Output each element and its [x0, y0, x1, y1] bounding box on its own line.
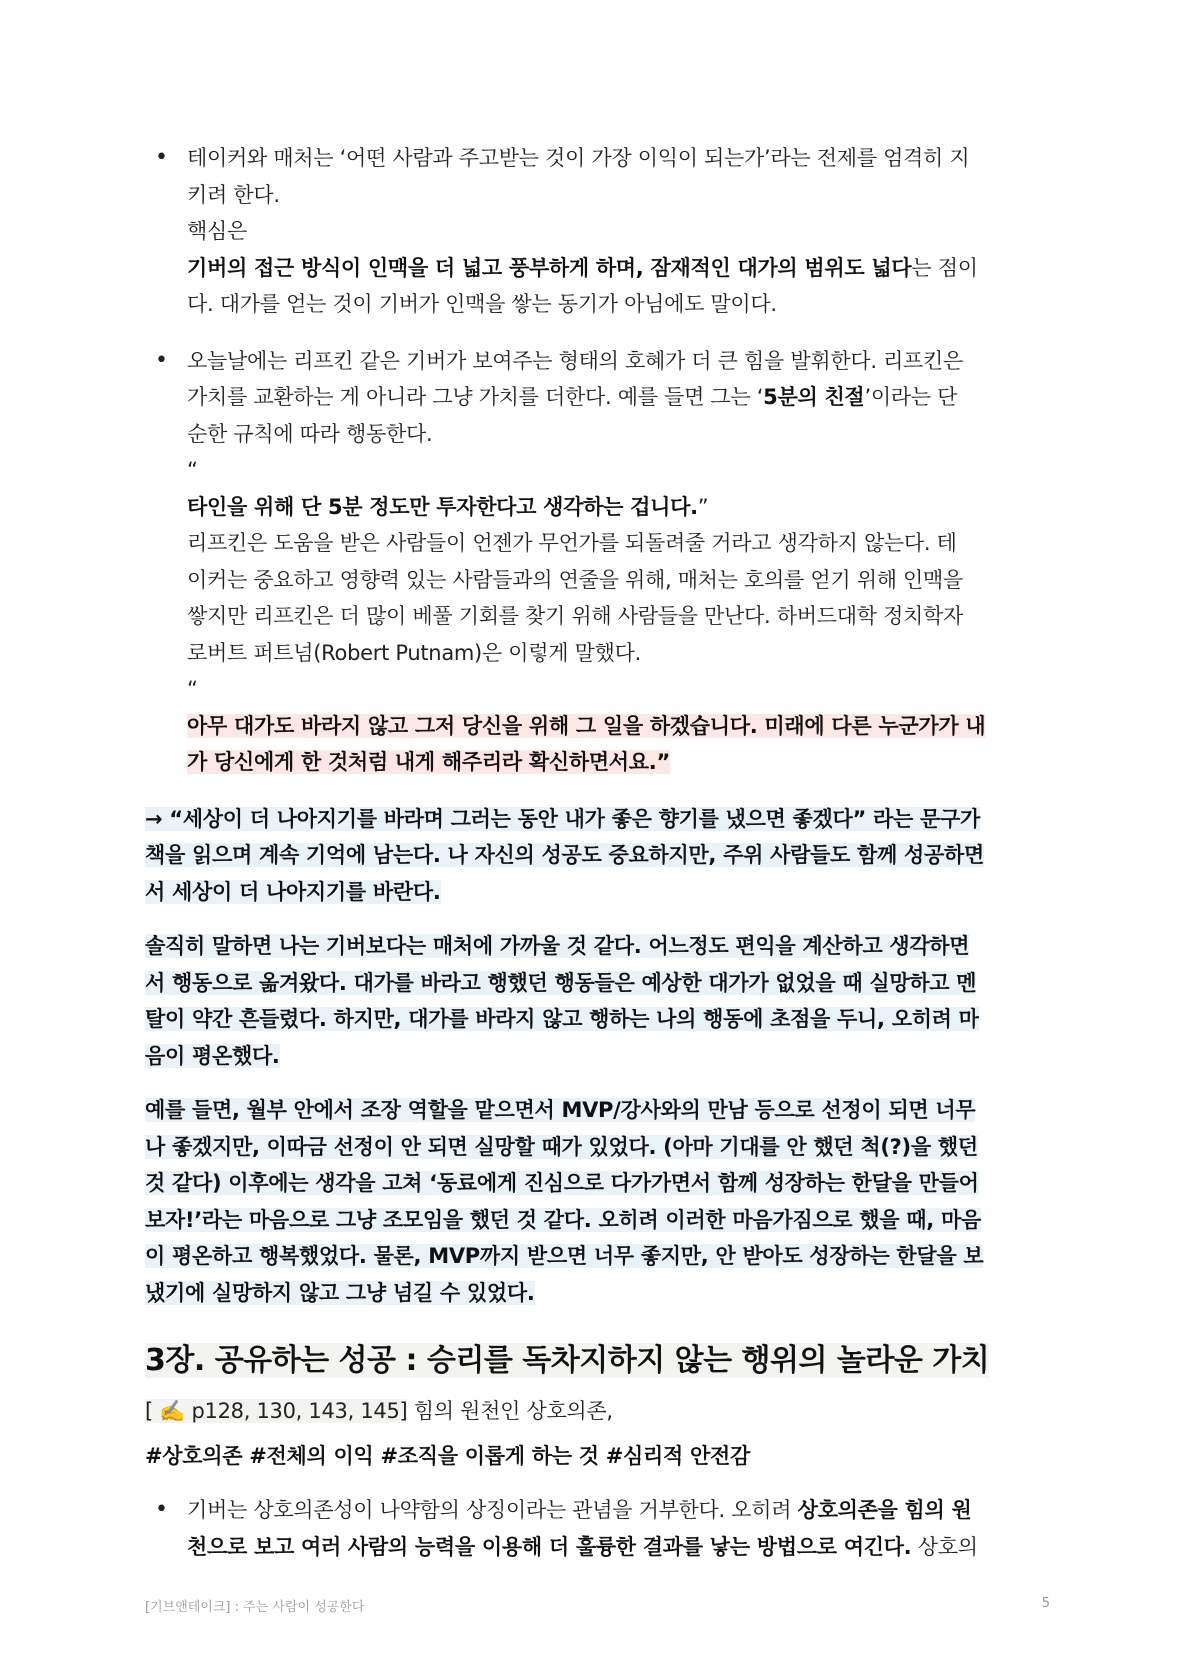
- text-line: 리프킨은 도움을 받은 사람들이 언젠가 무언가를 되돌려줄 거라고 생각하지 않는다. 테: [187, 531, 957, 555]
- footer-page-number: 5: [1041, 1596, 1050, 1611]
- highlighted-text: 서 행동으로 옮겨왔다. 대가를 바라고 행했던 행동들은 예상한 대가가 없었을 때 실망하고 멘: [145, 970, 977, 995]
- text-line: [145, 1129, 1040, 1166]
- bold-text: 5분의 친절: [763, 385, 865, 409]
- text-line: [145, 874, 1040, 911]
- text-line: [145, 1038, 1040, 1075]
- text-line: 키려 한다.: [187, 182, 280, 207]
- text-line: 로버트 퍼트넘(Robert Putnam)은 이렇게 말했다.: [187, 640, 641, 665]
- bold-text: 기버의 접근 방식이 인맥을 더 넓고 풍부하게 하며, 잠재적인 대가의 범위도 넓다: [187, 255, 912, 280]
- bullet-item: [145, 140, 1040, 323]
- highlighted-text: 냈기에 실망하지 않고 그냥 넘길 수 있었다.: [145, 1280, 535, 1305]
- quote-line: [187, 489, 1040, 526]
- text-line: [145, 1202, 1040, 1239]
- text-line: [187, 1529, 1040, 1566]
- text-line: 순한 규칙에 따라 행동한다.: [187, 421, 433, 446]
- quote-line: [187, 708, 1040, 745]
- quote-close-mark: ”: [697, 494, 709, 519]
- quote-open-mark: “: [187, 677, 198, 701]
- text-line: 이커는 중요하고 영향력 있는 사람들과의 연줄을 위해, 매처는 호의를 얻기 위해 인맥을: [187, 567, 964, 592]
- bold-text: 상호의존을 힘의 원: [797, 1498, 972, 1522]
- bullet-item: [145, 343, 1040, 781]
- quote-line: [187, 744, 1040, 781]
- text-line: [145, 1001, 1040, 1038]
- heading-text: 3장. 공유하는 성공 : 승리를 독차지하지 않는 행위의 놀라운 가치: [145, 1343, 990, 1378]
- chapter-heading: [145, 1339, 1040, 1383]
- text-line: • 오늘날에는 리프킨 같은 기버가 보여주는 형태의 호혜가 더 큰 힘을 발휘한다. 리프킨은: [187, 348, 964, 373]
- text-line: [187, 379, 1040, 416]
- highlighted-text: → “세상이 더 나아지기를 바라며 그러는 동안 내가 좋은 향기를 냈으면 좋겠다” 라는 문구가: [145, 806, 980, 831]
- highlighted-text: 이 평온하고 행복했었다. 물론, MVP까지 받으면 너무 좋지만, 안 받아도 성장하는 한달을 보: [145, 1244, 984, 1268]
- text-line: [145, 1238, 1040, 1275]
- quote-open-mark: “: [187, 458, 198, 482]
- highlighted-text: 보자!’라는 마음으로 그냥 조모임을 했던 것 같다. 오히려 이러한 마음가짐으로 했을 때, 마음: [145, 1207, 981, 1232]
- text-line: 핵심은: [187, 219, 247, 243]
- highlighted-text: 나 좋겠지만, 이따금 선정이 안 되면 실망할 때가 있었다. (아마 기대를 안 했던 척(?)을 했던: [145, 1134, 978, 1159]
- highlighted-quote: 아무 대가도 바라지 않고 그저 당신을 위해 그 일을 하겠습니다. 미래에 다른 누군가가 내: [187, 713, 986, 738]
- highlighted-text: 탈이 약간 흔들렸다. 하지만, 대가를 바라지 않고 행하는 나의 행동에 초점을 두니, 오히려 마: [145, 1007, 979, 1031]
- text-line: 쌓지만 리프킨은 더 많이 베풀 기회를 찾기 위해 사람들을 만난다. 하버드대학 정치학자: [187, 604, 964, 628]
- reflection-paragraph: [145, 928, 1040, 1074]
- highlighted-text: 음이 평온했다.: [145, 1043, 280, 1068]
- text-span: ’이라는 단: [864, 385, 958, 409]
- highlighted-text: 예를 들면, 월부 안에서 조장 역할을 맡으면서 MVP/강사와의 만남 등으로 선정이 되면 너무: [145, 1098, 976, 1122]
- highlighted-text: 책을 읽으며 계속 기억에 남는다. 나 자신의 성공도 중요하지만, 주위 사람들도 함께 성공하면: [145, 843, 984, 867]
- text-line: [145, 1092, 1040, 1129]
- page-reference-box: [ ✍️ p128, 130, 143, 145]: [145, 1399, 408, 1423]
- text-line: 다. 대가를 얻는 것이 기버가 인맥을 쌓는 동기가 아님에도 말이다.: [187, 292, 777, 316]
- highlighted-quote: 가 당신에게 한 것처럼 내게 해주리라 확신하면서요.: [187, 750, 657, 774]
- quote-close-mark: ”: [656, 750, 670, 774]
- text-line: • 테이커와 매처는 ‘어떤 사람과 주고받는 것이 가장 이익이 되는가’라는 전제를 엄격히 지: [187, 146, 970, 170]
- text-span: 는 점이: [911, 255, 978, 280]
- footer-document-title: [기브앤테이크] : 주는 사람이 성공한다: [145, 1600, 365, 1615]
- highlighted-text: 서 세상이 더 나아지기를 바란다.: [145, 879, 441, 904]
- text-line: [145, 965, 1040, 1002]
- text-span: 상호의: [911, 1534, 978, 1559]
- bullet-item: [145, 1492, 1040, 1565]
- bold-text: 타인을 위해 단 5분 정도만 투자한다고 생각하는 겁니다.: [187, 494, 698, 519]
- text-span: 가치를 교환하는 게 아니라 그냥 가치를 더한다. 예를 들면 그는 ‘: [187, 385, 764, 409]
- text-line: [145, 928, 1040, 965]
- reflection-paragraph: [145, 1092, 1040, 1311]
- text-span: 기버는 상호의존성이 나약함의 상징이라는 관념을 거부한다. 오히려: [187, 1498, 798, 1522]
- page-reference-tail: 힘의 원천인 상호의존,: [407, 1399, 613, 1423]
- highlighted-text: 것 같다) 이후에는 생각을 고쳐 ‘동료에게 진심으로 다가가면서 함께 성장하는 한달을 만들어: [145, 1171, 979, 1195]
- text-line: [145, 801, 1040, 838]
- page-content: [145, 140, 1040, 1585]
- text-line: [187, 1492, 1040, 1529]
- page-references: [145, 1393, 1040, 1430]
- bold-text: 천으로 보고 여러 사람의 능력을 이용해 더 훌륭한 결과를 낳는 방법으로 여긴다.: [187, 1534, 912, 1559]
- reflection-paragraph: [145, 801, 1040, 911]
- highlighted-text: 솔직히 말하면 나는 기버보다는 매처에 가까울 것 같다. 어느정도 편익을 계산하고 생각하면: [145, 934, 970, 958]
- text-line: [145, 837, 1040, 874]
- text-line: [145, 1165, 1040, 1202]
- text-line: [187, 250, 1040, 287]
- hashtag-line: #상호의존 #전체의 이익 #조직을 이롭게 하는 것 #심리적 안전감: [145, 1443, 750, 1468]
- text-line: [145, 1275, 1040, 1312]
